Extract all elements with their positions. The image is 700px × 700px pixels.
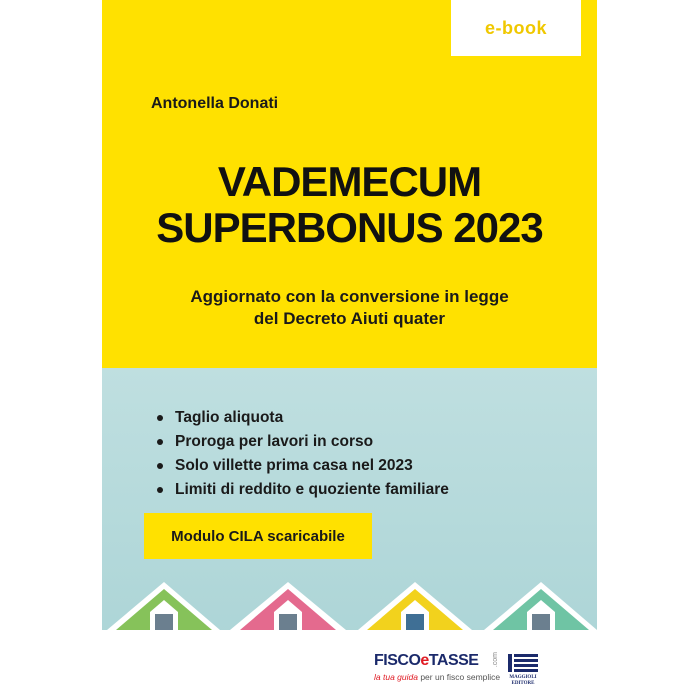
rooftops-illustration [102, 578, 597, 630]
feature-item: Proroga per lavori in corso [155, 430, 449, 454]
title-line-1: VADEMECUM [217, 158, 482, 205]
tagline-rest: per un fisco semplice [417, 672, 501, 682]
maggioli-line-1: MAGGIOLI [509, 675, 537, 680]
subtitle-line-1: Aggiornato con la conversione in legge [190, 287, 509, 306]
logo-e: e [420, 652, 429, 669]
publisher-footer [102, 630, 597, 700]
cover-top-section [102, 0, 597, 368]
feature-list [155, 406, 449, 502]
feature-item: Limiti di reddito e quoziente familiare [155, 478, 449, 502]
feature-item: Taglio aliquota [155, 406, 449, 430]
subtitle-line-2: del Decreto Aiuti quater [253, 309, 446, 328]
logo-fisco: FISCO [374, 652, 421, 669]
cila-module-badge: Modulo CILA scaricabile [144, 513, 372, 559]
logo-com: .com [492, 652, 499, 668]
ebook-badge [451, 0, 581, 56]
house-roof-teal [484, 582, 597, 630]
title-line-2: SUPERBONUS 2023 [156, 204, 543, 251]
book-cover [102, 0, 597, 700]
tagline-highlight: la tua guida [374, 672, 418, 682]
house-roof-yellow [358, 582, 472, 630]
maggioli-line-2: EDITORE [511, 681, 535, 686]
maggioli-logo [506, 652, 540, 690]
fisco-e-tasse-logo [374, 652, 554, 690]
ebook-badge-label: e-book [484, 17, 547, 38]
feature-item: Solo villette prima casa nel 2023 [155, 454, 449, 478]
house-roof-green [107, 582, 220, 630]
logo-tasse: TASSE [428, 652, 479, 669]
logo-tagline [374, 672, 500, 682]
author-name: Antonella Donati [151, 95, 279, 112]
house-roof-pink [230, 582, 346, 630]
maggioli-mark-icon [506, 652, 540, 674]
